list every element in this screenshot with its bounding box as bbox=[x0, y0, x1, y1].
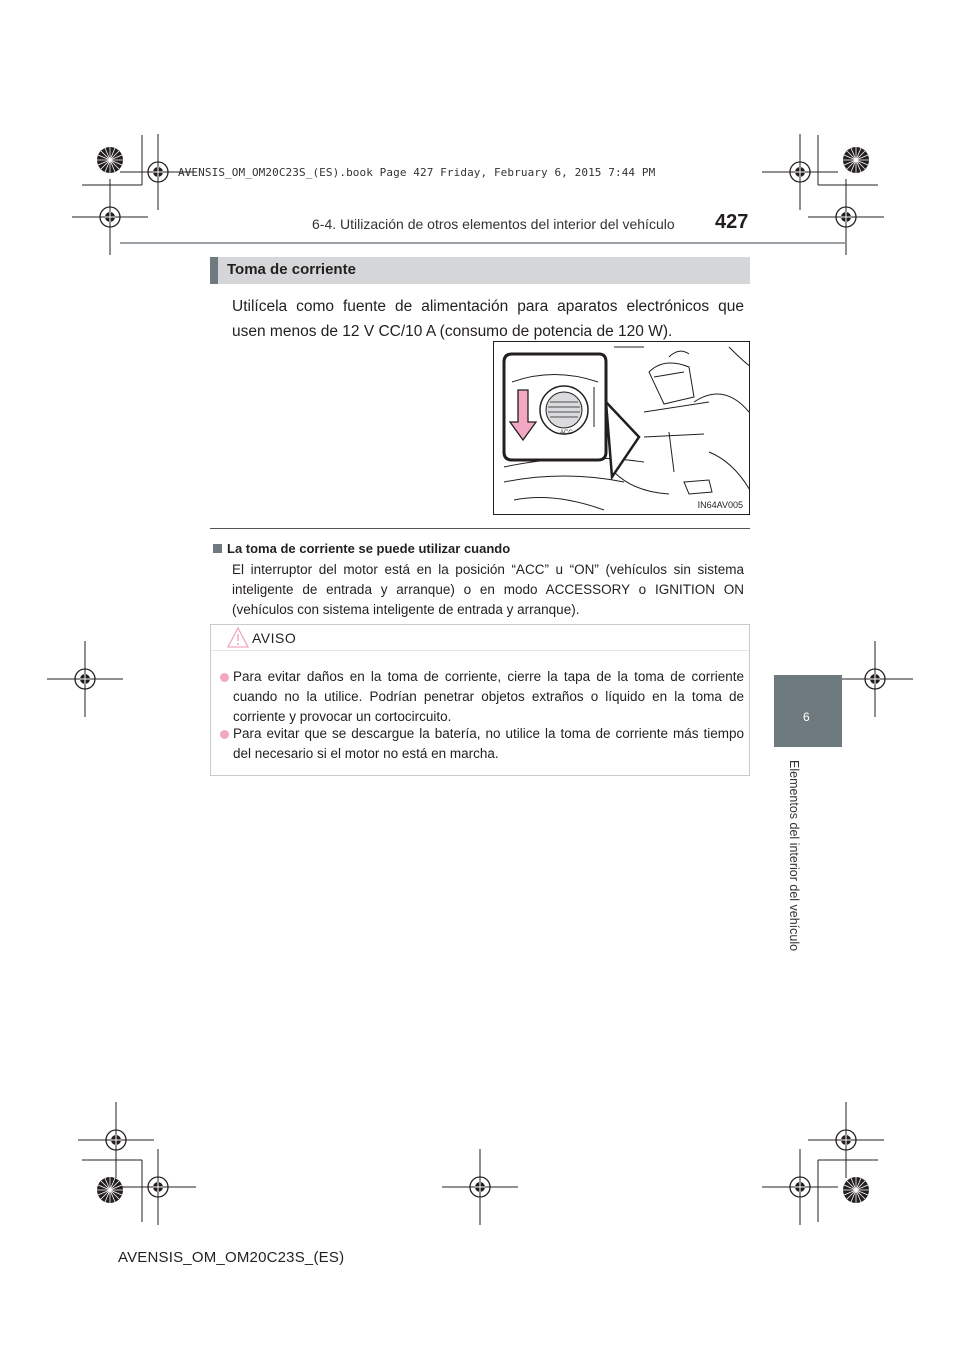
section-heading: Toma de corriente bbox=[227, 261, 356, 278]
warning-item-text: Para evitar que se descargue la batería, no utilice la toma de corriente más tiempo del necesario si el motor no está en marcha. bbox=[233, 726, 744, 761]
section-separator bbox=[210, 528, 750, 529]
socket-label: ACC bbox=[560, 430, 573, 436]
warning-item-text: Para evitar daños en la toma de corriente, cierre la tapa de la toma de corriente cuando no la utilice. Podrían penetrar objetos extraños o líquido en la toma de corriente y provocar un cortocircuito. bbox=[233, 669, 744, 724]
chapter-section-title: 6-4. Utilización de otros elementos del interior del vehículo bbox=[312, 216, 675, 232]
header-rule bbox=[120, 242, 845, 244]
book-file-line: AVENSIS_OM_OM20C23S_(ES).book Page 427 Friday, February 6, 2015 7:44 PM bbox=[178, 166, 656, 179]
note-heading-text: La toma de corriente se puede utilizar cuando bbox=[227, 541, 511, 556]
section-heading-bar bbox=[210, 257, 750, 284]
warning-header-rule bbox=[211, 650, 749, 651]
bullet-dot-icon bbox=[220, 673, 229, 682]
section-heading-accent bbox=[210, 257, 218, 284]
bullet-dot-icon bbox=[220, 730, 229, 739]
warning-label: AVISO bbox=[252, 630, 297, 646]
footer-document-code: AVENSIS_OM_OM20C23S_(ES) bbox=[118, 1249, 345, 1266]
warning-item bbox=[220, 724, 744, 766]
page-number: 427 bbox=[715, 211, 749, 233]
intro-paragraph: Utilícela como fuente de alimentación para aparatos electrónicos que usen menos de 12 V CC/10 A (consumo de potencia de 120 W). bbox=[232, 298, 744, 340]
chapter-side-title bbox=[787, 760, 801, 960]
note-heading bbox=[213, 541, 510, 556]
chapter-side-title-text: Elementos del interior del vehículo bbox=[787, 760, 801, 952]
note-paragraph: El interruptor del motor está en la posición “ACC” u “ON” (vehículos sin sistema inteligente de entrada y arranque) o en modo ACCESSORY o IGNITION ON (vehículos con sistema inteligente de entrada y arranque). bbox=[232, 562, 744, 617]
power-outlet-illustration bbox=[493, 341, 750, 515]
square-bullet-icon bbox=[213, 544, 222, 553]
warning-item bbox=[220, 667, 744, 729]
chapter-tab-number: 6 bbox=[803, 710, 810, 724]
figure-code: IN64AV005 bbox=[697, 500, 743, 510]
